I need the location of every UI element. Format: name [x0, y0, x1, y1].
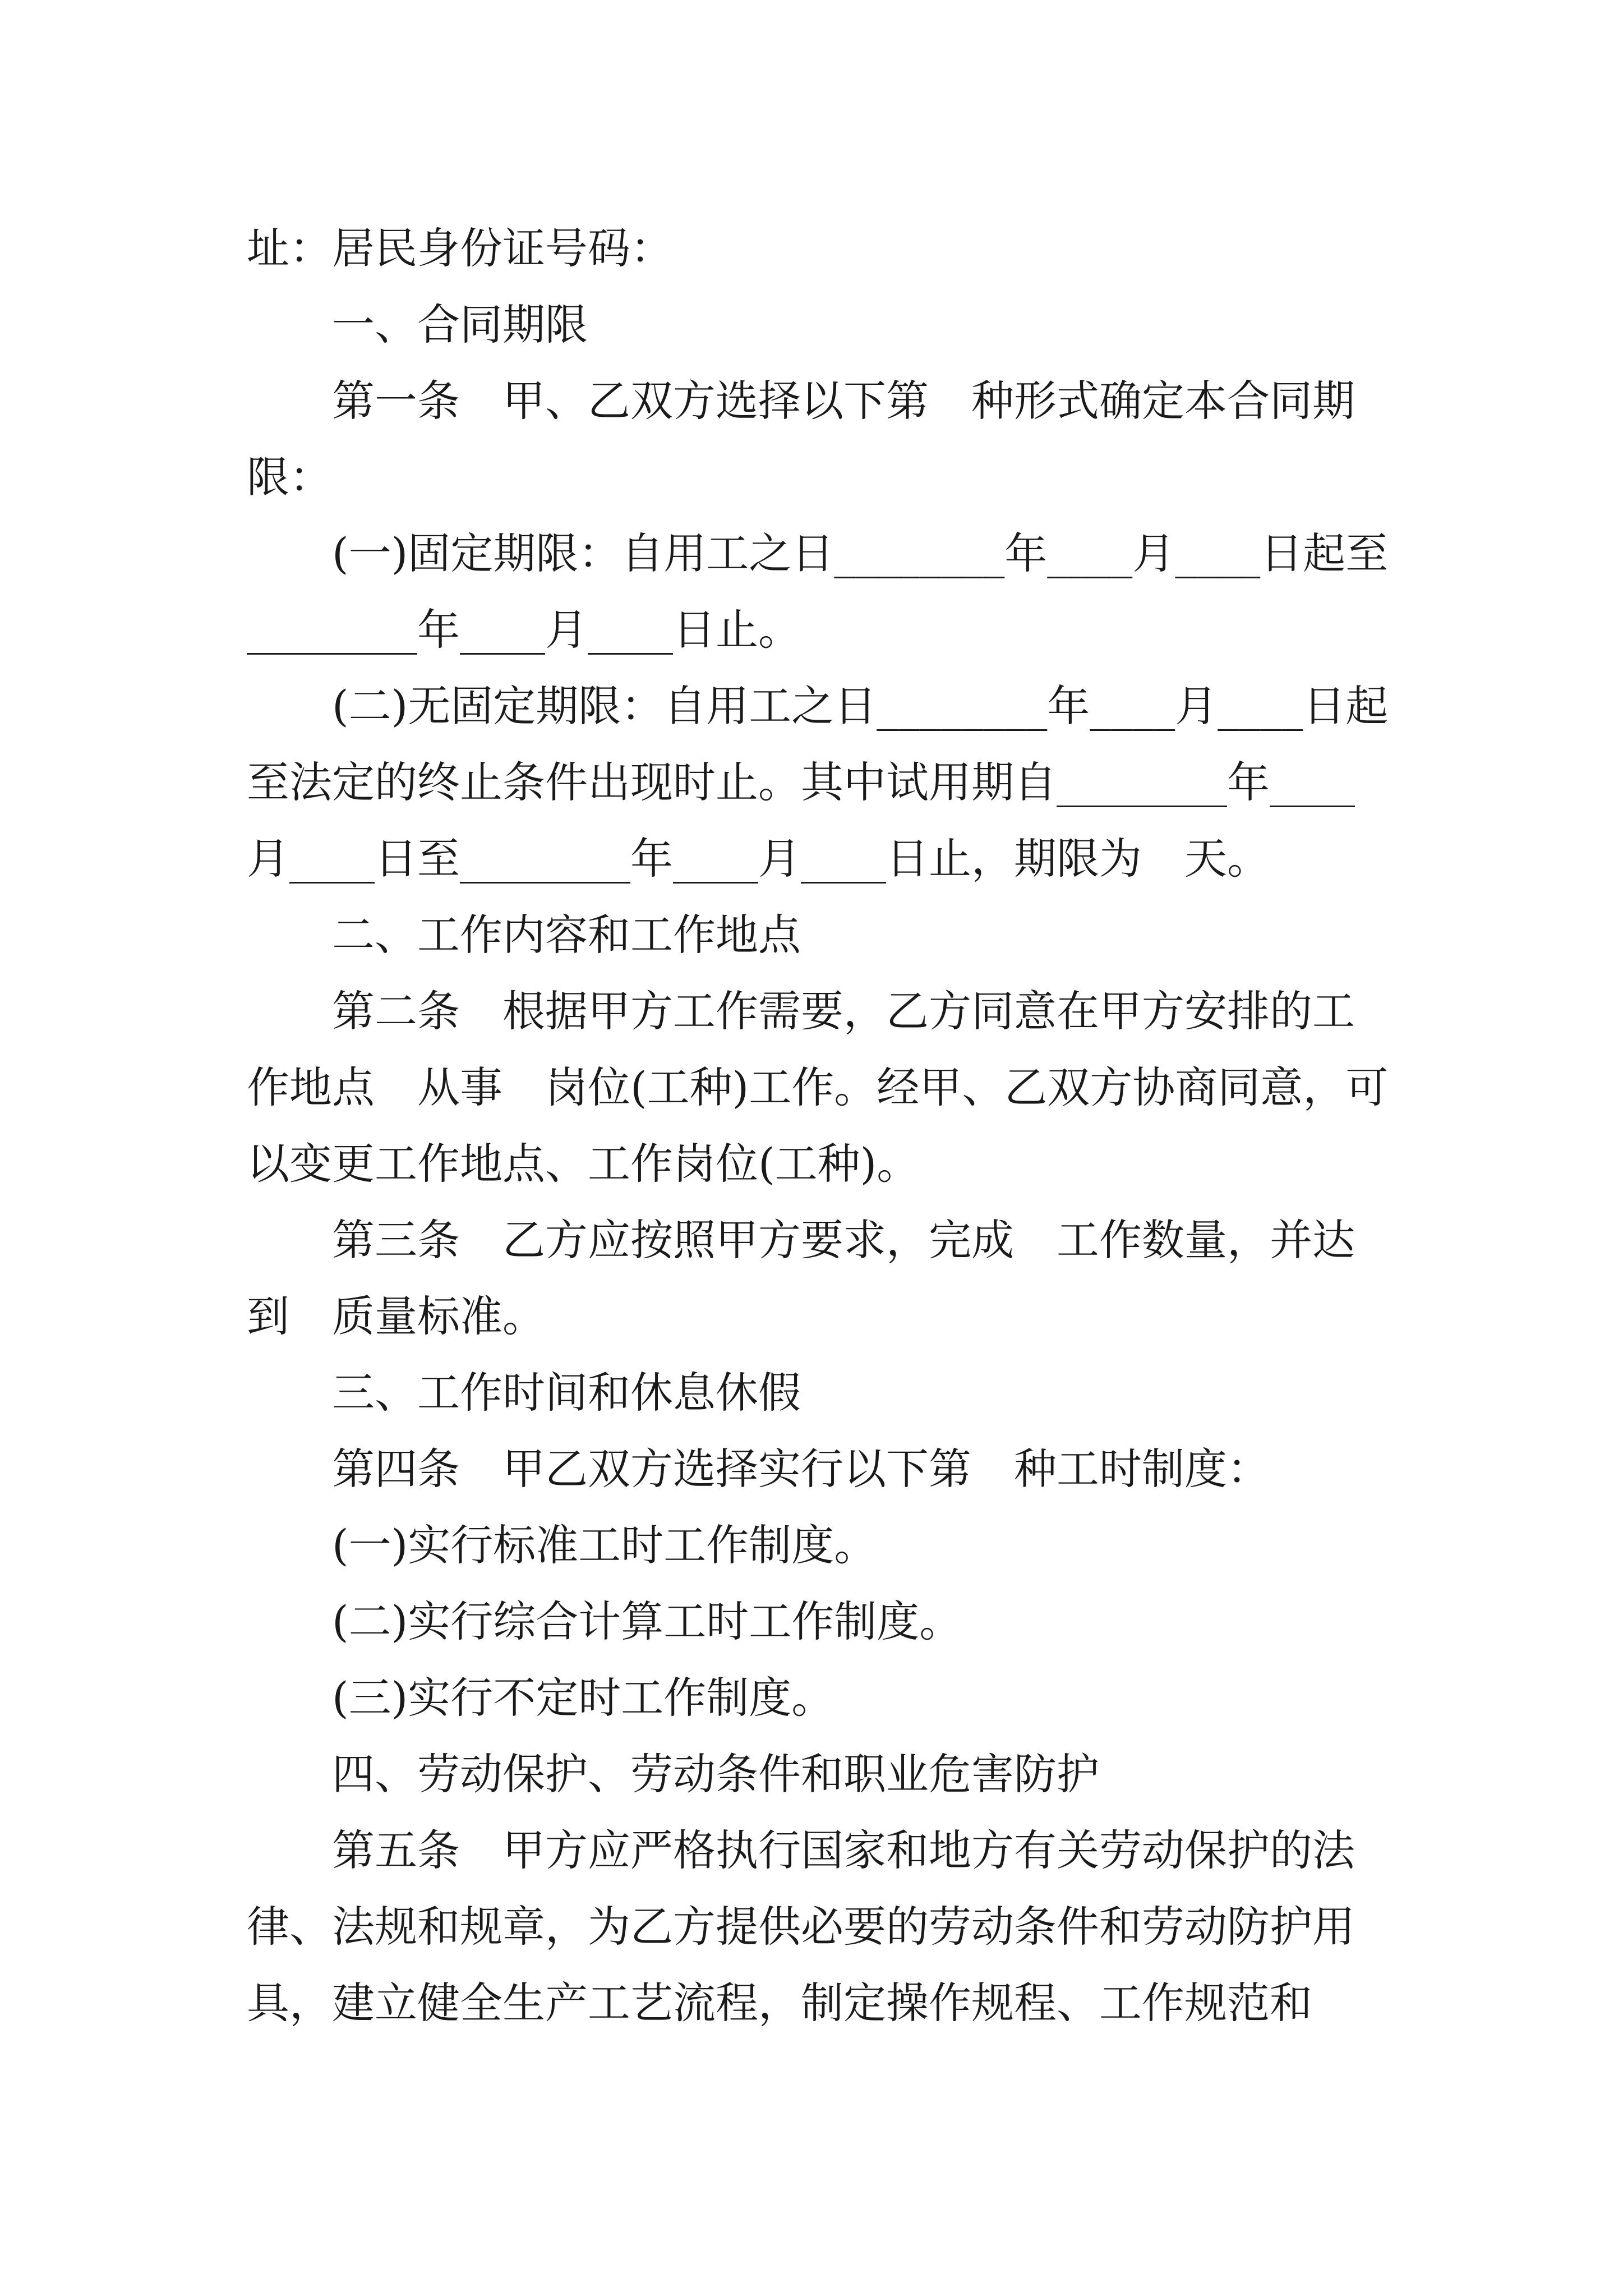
section-heading-contract-term: 一、合同期限 — [332, 300, 588, 349]
section-heading-working-hours: 三、工作时间和休息休假 — [332, 1368, 801, 1418]
section-heading-work-content: 二、工作内容和工作地点 — [332, 910, 801, 960]
article-3: 第三条 乙方应按照甲方要求，完成 工作数量，并达到 质量标准。 — [247, 1215, 1355, 1341]
clause-comprehensive-hours: (二)实行综合计算工时工作制度。 — [332, 1596, 962, 1646]
clause-standard-hours: (一)实行标准工时工作制度。 — [332, 1520, 877, 1570]
section-heading-labor-protection: 四、劳动保护、劳动条件和职业危害防护 — [332, 1749, 1099, 1799]
article-2: 第二条 根据甲方工作需要，乙方同意在甲方安排的工作地点 从事 岗位(工种)工作。经甲、乙双方协商同意，可以变更工作地点、工作岗位(工种)。 — [247, 986, 1389, 1189]
article-1: 第一条 甲、乙双方选择以下第 种形式确定本合同期限： — [247, 376, 1355, 502]
document-body — [247, 210, 1391, 2041]
paragraph-id-address: 址：居民身份证号码： — [247, 223, 673, 273]
clause-fixed-term: (一)固定期限：自用工之日________年____月____日起至________年____月____日止。 — [247, 528, 1389, 655]
article-4: 第四条 甲乙双方选择实行以下第 种工时制度： — [332, 1444, 1270, 1494]
article-5: 第五条 甲方应严格执行国家和地方有关劳动保护的法律、法规和规章，为乙方提供必要的劳动条件和劳动防护用具，建立健全生产工艺流程，制定操作规程、工作规范和 — [247, 1825, 1355, 2028]
clause-open-ended-term: (二)无固定期限：自用工之日________年____月____日起至法定的终止条件出现时止。其中试用期自________年____月____日至________年____月____日止，期限为 天。 — [247, 681, 1389, 884]
clause-flexible-hours: (三)实行不定时工作制度。 — [332, 1673, 834, 1723]
